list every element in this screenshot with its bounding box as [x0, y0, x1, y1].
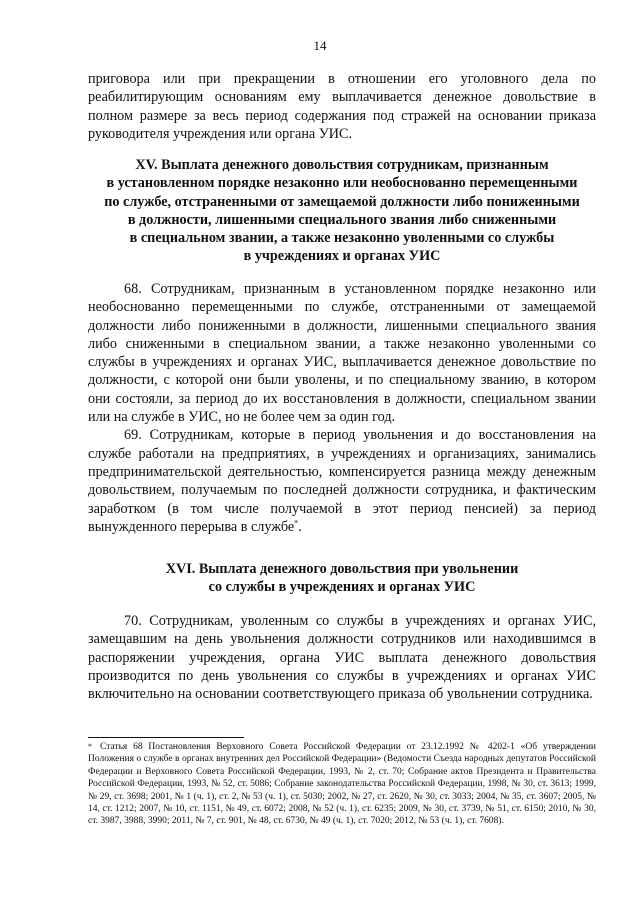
footnote-separator [88, 737, 244, 738]
paragraph-70: 70. Сотрудникам, уволенным со службы в учреждениях и органах УИС, замещавшим на день увольнения должности сотрудников или находившимся в распоряжении учреждения, органа УИС выплата денежного довольствия производится по день увольнения со службы в учреждениях и органах УИС включительно на основании соответствующего приказа об увольнении сотрудника. [88, 613, 596, 703]
footnote-mark: * [88, 742, 92, 751]
section-xv-heading-line: в учреждениях и органах УИС [243, 248, 441, 265]
paragraph-69-text: 69. Сотрудникам, которые в период увольнения и до восстановления на службе работали на предприятиях, в учреждениях и организациях, занимались предпринимательской деятельностью, компенсируется разница между денежным довольствием, получаемым по последней должности сотрудника, и фактическим заработком (в том числе получаемой в этот период пенсией) за период вынужденного перерыва в службе [88, 427, 596, 535]
section-xv-heading-line: в должности, лишенными специального звания либо сниженными [127, 211, 557, 228]
section-xv-heading-line: XV. Выплата денежного довольствия сотрудникам, признанным [135, 157, 549, 173]
paragraph-69-end: . [298, 518, 302, 535]
footnote [88, 741, 596, 828]
section-xv-heading [88, 156, 596, 266]
paragraph-68: 68. Сотрудникам, признанным в установленном порядке незаконно или необоснованно перемещенными по службе, отстраненными от замещаемой должности либо пониженными в должности, лишенными специального звания либо сниженными в специальном звании, а также незаконно уволенными со службы в учреждениях и органах УИС, выплачивается денежное довольствие по должности, с которой они были уволены, и по специальному званию, в котором они состояли, за период до их восстановления в должности, специальном звании или на службе в УИС, но не более чем за один год. [88, 281, 596, 426]
footnote-text: Статья 68 Постановления Верховного Совета Российской Федерации от 23.12.1992 № 4202-1 «Об утверждении Положения о службе в органах внутренних дел Российской Федерации» (Ведомости Съезда народных депутатов Российской Федерации и Верховного Совета Российской Федерации, 1993, № 2, ст. 70; Собрание актов Президента и Правительства Российской Федерации, 1993, № 52, ст. 5086; Собрание законодательства Российской Федерации, 1998, № 30, ст. 3613; 1999, № 29, ст. 3698; 2001, № 1 (ч. 1), ст. 2, № 53 (ч. 1), ст. 5030; 2002, № 27, ст. 2620, № 30, ст. 3033; 2004, № 35, ст. 3607; 2005, № 14, ст. 1212; 2007, № 10, ст. 1151, № 49, ст. 6072; 2008, № 52 (ч. 1), ст. 6235; 2009, № 30, ст. 3739, № 51, ст. 6150; 2010, № 30, ст. 3987, 3988, 3990; 2011, № 7, ст. 901, № 48, ст. 6730, № 49 (ч. 1), ст. 7020; 2012, № 53 (ч. 1), ст. 7608). [88, 742, 596, 827]
section-xv-heading-line: в специальном звании, а также незаконно уволенными со службы [129, 230, 555, 247]
section-xv-heading-line: в установленном порядке незаконно или необоснованно перемещенными [106, 175, 578, 192]
paragraph-69 [88, 426, 596, 536]
intro-paragraph-block [88, 70, 596, 143]
section-xvi-heading-line: со службы в учреждениях и органах УИС [208, 579, 476, 596]
section-xvi-heading [88, 560, 596, 597]
page-number: 14 [313, 38, 327, 53]
section-xv-heading-line: по службе, отстраненными от замещаемой должности либо пониженными [104, 193, 580, 210]
section-xvi-heading-line: XVI. Выплата денежного довольствия при увольнении [165, 561, 519, 577]
section-xv-body [88, 280, 596, 536]
intro-paragraph: приговора или при прекращении в отношении его уголовного дела по реабилитирующим основаниям ему выплачивается денежное довольствие в полном размере за весь период содержания под стражей на основании приказа руководителя учреждения или органа УИС. [88, 71, 596, 142]
footnote-reference: * [294, 518, 299, 528]
section-xvi-body [88, 612, 596, 703]
